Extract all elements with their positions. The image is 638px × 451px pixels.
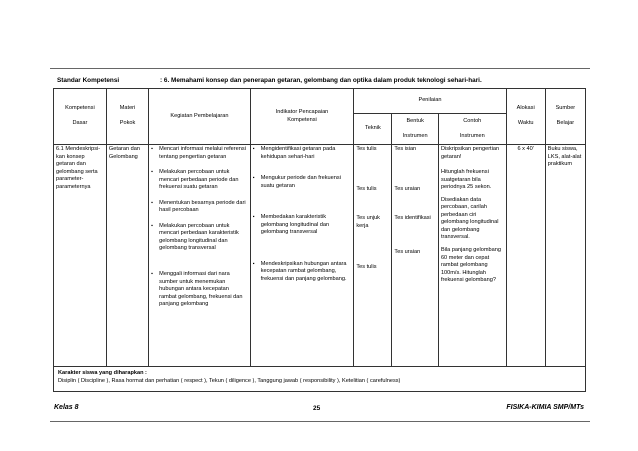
list-item: Tes uraian <box>394 248 421 255</box>
cell-indikator <box>250 145 354 367</box>
cell-sumber: Buku siswa, LKS, alat-alat praktikum <box>545 145 585 367</box>
header-materi-pokok: Materi Pokok <box>106 89 148 145</box>
standar-kompetensi-label: Standar Kompetensi <box>57 77 120 84</box>
cell-alokasi: 6 x 40’ <box>506 145 545 367</box>
syllabus-table <box>53 88 586 392</box>
bottom-rule <box>50 421 590 422</box>
list-item: Tes uraian <box>394 185 421 192</box>
list-item: Disediakan data percobaan, carilah perbedaan ciri gelombang longitudinal dan gelombang transversal. <box>440 196 499 241</box>
header-indikator: Indikator Pencapaian Kompetensi <box>250 89 354 145</box>
list-item: ▪ Mendeskripsikan hubungan antara kecepatan rambat gelombang, frekuensi dan panjang gelombang. <box>253 261 352 284</box>
cell-contoh <box>438 145 506 367</box>
header-alokasi: Alokasi Waktu <box>506 89 545 145</box>
cell-teknik <box>354 145 392 367</box>
list-item: ▪ Menggali informasi dari nara sumber untuk menemukan hubungan antara kecepatan rambat gelombang, frekuensi dan panjang gelombang <box>151 271 248 309</box>
list-item: ▪ Membedakan karakteristik gelombang longitudinal dan gelombang transversal <box>253 214 352 237</box>
karakter-note <box>54 367 586 392</box>
header-penilaian: Penilaian <box>354 89 506 114</box>
page-number: 25 <box>313 405 321 412</box>
list-item: Tes identifikasi <box>394 215 431 222</box>
list-item: Tes tulis <box>356 146 377 152</box>
list-item: Hitunglah frekuensi suatgetaran bila periodnya 25 sekon. <box>440 169 492 191</box>
list-item: Bila panjang gelombang 60 meter dan cepat rambat gelombang 100m/s. Hitunglah frekuensi gelombang? <box>440 247 501 284</box>
header-sumber: Sumber Belajar <box>545 89 585 145</box>
list-item: Diskripsikan pengertian getaran! <box>440 146 500 160</box>
cell-materi-pokok: Getaran dan Gelombang <box>106 145 148 367</box>
header-kompetensi-dasar: Kompetensi Dasar <box>54 89 107 145</box>
cell-bentuk <box>392 145 439 367</box>
header-kegiatan: Kegiatan Pembelajaran <box>149 89 251 145</box>
list-item: ▪ Mengukur periode dan frekuensi suatu getaran <box>253 175 352 190</box>
header-bentuk: Bentuk Instrumen <box>392 114 439 145</box>
footer-subject: FISIKA-KIMIA SMP/MTs <box>506 404 584 411</box>
top-rule <box>50 68 590 69</box>
list-item: ▪ Mencari informasi melalui referensi tentang pengertian getaran <box>151 146 248 161</box>
list-item: ▪ Mengidentifikasi getaran pada kehidupan sehari-hari <box>253 146 352 161</box>
list-item: Tes tulis <box>356 185 377 192</box>
table-row <box>54 145 586 367</box>
list-item: ▪ Menentukan besarnya periode dari hasil percobaan <box>151 200 248 215</box>
list-item: Tes isian <box>394 146 417 152</box>
list-item: ▪ Melakukan percobaan untuk mencari perbedaan periode dan frekuensi suatu getaran <box>151 169 248 192</box>
standar-kompetensi-value: : 6. Memahami konsep dan penerapan getaran, gelombang dan optika dalam produk teknologi sehari-hari. <box>160 77 482 84</box>
list-item: ▪ Melakukan percobaan untuk mencari perbedaan karakteristik gelombang longitudinal dan gelombang transversal <box>151 223 248 253</box>
cell-kompetensi-dasar: 6.1 Mendeskripsi-kan konsep getaran dan gelombang serta parameter-parameternya <box>54 145 107 367</box>
karakter-text: Disiplin ( Discipline ), Rasa hormat dan perhatian ( respect ), Tekun ( diligence ), Tanggung jawab ( responsibility ), Ketelitian ( carefulness) <box>58 378 401 385</box>
cell-kegiatan <box>149 145 251 367</box>
list-item: Tes tulis <box>356 264 377 271</box>
list-item: Tes unjuk kerja <box>356 215 380 229</box>
header-contoh: Contoh Instrumen <box>438 114 506 145</box>
karakter-title: Karakter siswa yang diharapkan : <box>58 370 147 376</box>
header-teknik: Teknik <box>354 114 392 145</box>
footer-class: Kelas 8 <box>54 404 79 411</box>
